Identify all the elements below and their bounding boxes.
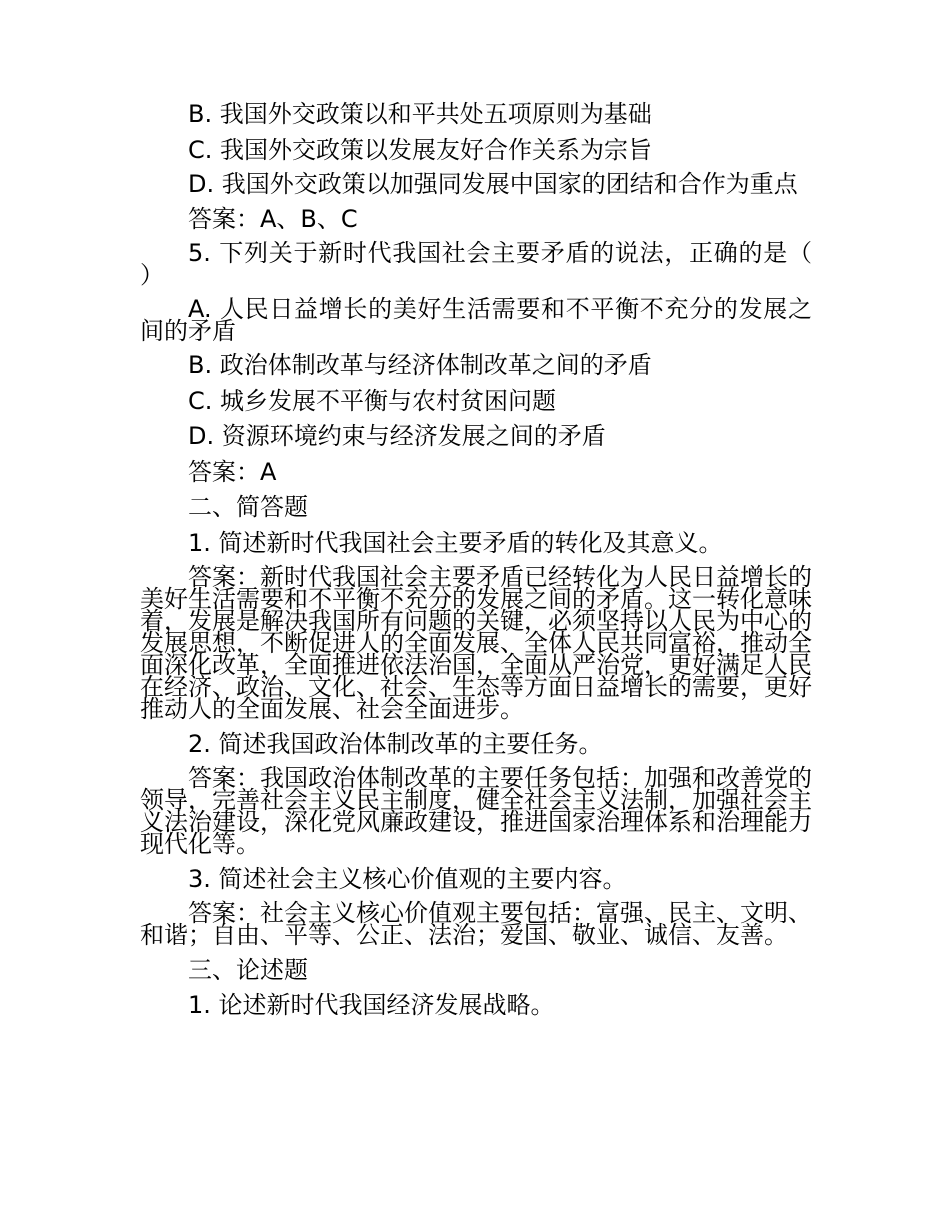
section-heading-essay: 三、论述题 — [188, 955, 308, 984]
section-heading-short-answer: 二、简答题 — [188, 493, 308, 521]
short-question-2: 2. 简述我国政治体制改革的主要任务。 — [188, 729, 603, 758]
short-answer-2: 答案：我国政治体制改革的主要任务包括：加强和改善党的领导，完善社会主义民主制度，健全社会主义法制，加强社会主义法治建设，深化党风廉政建设，推进国家治理体系和治理能力现代化等。 — [140, 764, 812, 858]
short-question-1: 1. 简述新时代我国社会主要矛盾的转化及其意义。 — [188, 528, 723, 557]
q5-option-a: A. 人民日益增长的美好生活需要和不平衡不充分的发展之间的矛盾 — [140, 294, 812, 345]
answer-q5: 答案：A — [188, 457, 277, 486]
option-b: B. 我国外交政策以和平共处五项原则为基础 — [188, 100, 652, 128]
option-d: D. 我国外交政策以加强同发展中国家的团结和合作为重点 — [188, 170, 798, 198]
q5-option-b: B. 政治体制改革与经济体制改革之间的矛盾 — [188, 351, 652, 379]
question-5: 5. 下列关于新时代我国社会主要矛盾的说法，正确的是（ ） — [140, 239, 812, 289]
q5-option-c: C. 城乡发展不平衡与农村贫困问题 — [188, 386, 557, 415]
document-body — [140, 102, 812, 1029]
essay-question-1: 1. 论述新时代我国经济发展战略。 — [188, 991, 555, 1019]
q5-option-d: D. 资源环境约束与经济发展之间的矛盾 — [188, 422, 606, 450]
short-answer-3: 答案：社会主义核心价值观主要包括：富强、民主、文明、和谐；自由、平等、公正、法治；爱国、敬业、诚信、友善。 — [140, 899, 812, 949]
option-c: C. 我国外交政策以发展友好合作关系为宗旨 — [188, 135, 653, 164]
short-question-3: 3. 简述社会主义核心价值观的主要内容。 — [188, 864, 627, 893]
short-answer-1: 答案：新时代我国社会主要矛盾已经转化为人民日益增长的美好生活需要和不平衡不充分的发展之间的矛盾。这一转化意味着，发展是解决我国所有问题的关键，必须坚持以人民为中心的发展思想，不断促进人的全面发展、全体人民共同富裕，推动全面深化改革，全面推进依法治国，全面从严治党，更好满足人民在经济、政治、文化、社会、生态等方面日益增长的需要，更好推动人的全面发展、社会全面进步。 — [140, 563, 812, 723]
answer-q4: 答案：A、B、C — [188, 204, 358, 233]
